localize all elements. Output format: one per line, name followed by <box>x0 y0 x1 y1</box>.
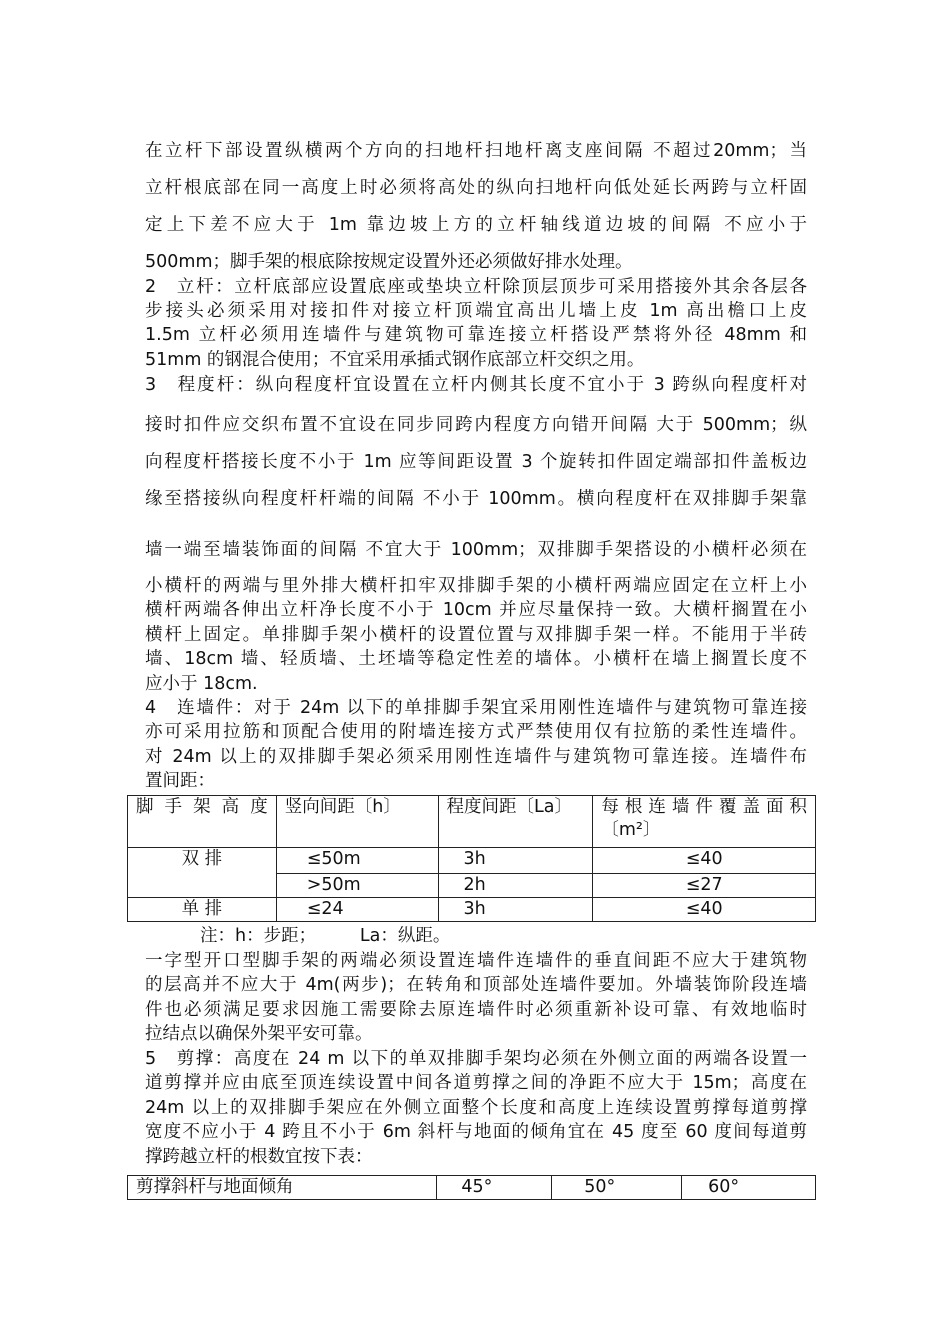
text-line: 道剪撑并应由底至顶连续设置中间各道剪撑之间的净距不应大于 15m；高度在 <box>145 1073 807 1093</box>
header-line: 〔m²〕 <box>601 820 661 840</box>
table-cell: ≤27 <box>593 874 816 898</box>
text-line: 定上下差不应大于 1m 靠边坡上方的立杆轴线道边坡的间隔 不应小于 <box>145 215 807 235</box>
table-row <box>128 1176 816 1200</box>
bracing-angle-table <box>127 1175 816 1200</box>
text-line: 宽度不应小于 4 跨且不小于 6m 斜杆与地面的倾角宜在 45 度至 60 度间每道剪 <box>145 1122 807 1142</box>
text-line: 4 连墙件：对于 24m 以下的单排脚手架宜采用刚性连墙件与建筑物可靠连接 <box>145 698 807 718</box>
text-line: 向程度杆搭接长度不小于 1m 应等间距设置 3 个旋转扣件固定端部扣件盖板边 <box>145 452 807 472</box>
text-line: 的层高并不应大于 4m(两步)；在转角和顶部处连墙件要加。外墙装饰阶段连墙 <box>145 975 807 995</box>
text-line: 小横杆的两端与里外排大横杆扣牢双排脚手架的小横杆两端应固定在立杆上小 <box>145 576 807 596</box>
text-line: 500mm；脚手架的根底除按规定设置外还必须做好排水处理。 <box>145 252 633 272</box>
text-line: 3 程度杆：纵向程度杆宜设置在立杆内侧其长度不宜小于 3 跨纵向程度杆对 <box>145 375 807 395</box>
text-line: 1.5m 立杆必须用连墙件与建筑物可靠连接立杆搭设严禁将外径 48mm 和 <box>145 325 807 345</box>
table-header-cell: 竖向间距〔h〕 <box>276 796 438 848</box>
table-cell: 剪撑斜杆与地面倾角 <box>128 1176 437 1200</box>
text-line: 应小于 18cm. <box>145 674 258 694</box>
table-cell: 2h <box>438 874 593 898</box>
table-cell: ≤40 <box>593 898 816 922</box>
text-line: 横杆两端各伸出立杆净长度不小于 10cm 并应尽量保持一致。大横杆搁置在小 <box>145 600 807 620</box>
text-line: 5 剪撑：高度在 24 m 以下的单双排脚手架均必须在外侧立面的两端各设置一 <box>145 1049 807 1069</box>
table-header-cell: 程度间距〔La〕 <box>438 796 593 848</box>
table-row <box>128 848 816 874</box>
text-line: 墙、18cm 墙、轻质墙、土坯墙等稳定性差的墙体。小横杆在墙上搁置长度不 <box>145 649 807 669</box>
text-line: 立杆根底部在同一高度上时必须将高处的纵向扫地杆向低处延长两跨与立杆固 <box>145 178 807 198</box>
table-header-cell <box>593 796 816 848</box>
table-header-row <box>128 796 816 848</box>
table-note: 注：h：步距； La：纵距。 <box>200 926 451 946</box>
table-cell: 60° <box>682 1176 816 1200</box>
table-cell: 单 排 <box>128 898 277 922</box>
text-line: 对 24m 以上的双排脚手架必须采用刚性连墙件与建筑物可靠连接。连墙件布 <box>145 747 807 767</box>
text-line: 件也必须满足要求因施工需要除去原连墙件时必须重新补设可靠、有效地临时 <box>145 1000 807 1020</box>
text-line: 2 立杆：立杆底部应设置底座或垫块立杆除顶层顶步可采用搭接外其余各层各 <box>145 277 807 297</box>
table-cell: 50° <box>552 1176 682 1200</box>
table-cell: ≤24 <box>276 898 438 922</box>
table-cell: ≤40 <box>593 848 816 874</box>
table-cell: ≤50m <box>276 848 438 874</box>
table-cell: >50m <box>276 874 438 898</box>
table-cell: 双 排 <box>128 848 277 898</box>
text-line: 撑跨越立杆的根数宜按下表： <box>145 1147 373 1167</box>
text-line: 24m 以上的双排脚手架应在外侧立面整个长度和高度上连续设置剪撑每道剪撑 <box>145 1098 807 1118</box>
text-line: 51mm 的钢混合使用；不宜采用承插式钢作底部立杆交织之用。 <box>145 350 645 370</box>
text-line: 置间距： <box>145 771 215 791</box>
wall-tie-spacing-table <box>127 795 816 922</box>
header-line: 每根连墙件覆盖面积 <box>601 797 807 817</box>
text-line: 一字型开口型脚手架的两端必须设置连墙件连墙件的垂直间距不应大于建筑物 <box>145 951 807 971</box>
text-line: 墙一端至墙装饰面的间隔 不宜大于 100mm；双排脚手架搭设的小横杆必须在 <box>145 540 807 560</box>
text-line: 步接头必须采用对接扣件对接立杆顶端宜高出儿墙上皮 1m 高出檐口上皮 <box>145 301 807 321</box>
text-line: 拉结点以确保外架平安可靠。 <box>145 1024 373 1044</box>
table-cell: 3h <box>438 848 593 874</box>
text-line: 在立杆下部设置纵横两个方向的扫地杆扫地杆离支座间隔 不超过20mm；当 <box>145 141 807 161</box>
text-line: 亦可采用拉筋和顶配合使用的附墙连接方式严禁使用仅有拉筋的柔性连墙件。 <box>145 722 807 742</box>
table-cell: 45° <box>437 1176 552 1200</box>
table-cell: 3h <box>438 898 593 922</box>
table-row <box>128 898 816 922</box>
text-line: 缘至搭接纵向程度杆杆端的间隔 不小于 100mm。横向程度杆在双排脚手架靠 <box>145 489 807 509</box>
text-line: 接时扣件应交织布置不宜设在同步同跨内程度方向错开间隔 大于 500mm；纵 <box>145 415 807 435</box>
table-header-cell: 脚手架高度 <box>128 796 277 848</box>
text-line: 横杆上固定。单排脚手架小横杆的设置位置与双排脚手架一样。不能用于半砖 <box>145 625 807 645</box>
